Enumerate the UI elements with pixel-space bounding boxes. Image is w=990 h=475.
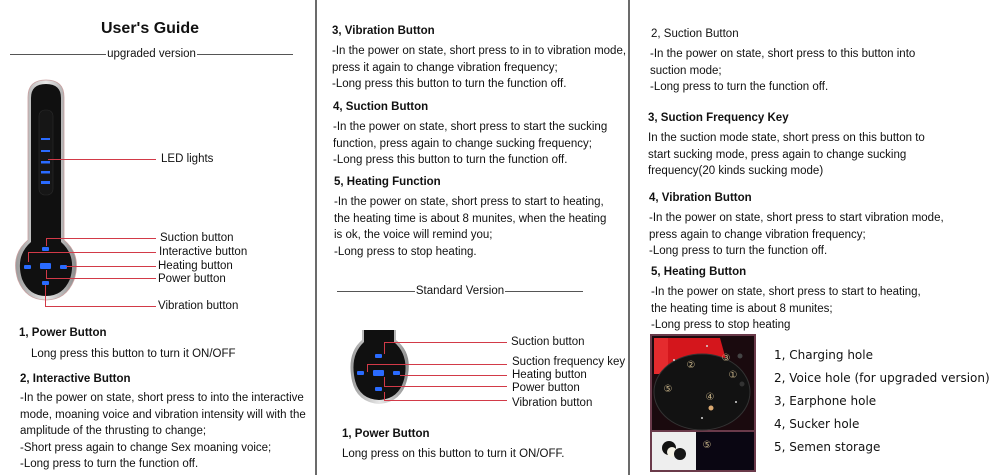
vibration-key-icon	[375, 387, 382, 391]
heading-power-button: 1, Power Button	[19, 327, 107, 339]
heading-interactive-button: 2, Interactive Button	[20, 373, 131, 385]
text-suction-button-standard: -In the power on state, short press to this button into suction mode; -Long press to turn the function off.	[650, 48, 916, 93]
leader-power	[46, 278, 156, 279]
marker-5: ⑤	[663, 384, 673, 395]
heading-suction-frequency-key: 3, Suction Frequency Key	[648, 112, 789, 124]
section-divider-upgraded	[10, 48, 293, 60]
text-suction-button: -In the power on state, short press to start the sucking function, press again to change sucking frequency; -Long press this button to turn the function off.	[333, 121, 608, 166]
leader-suction-freq-v	[367, 364, 368, 372]
power-key-icon	[373, 370, 384, 376]
label-suction-button: Suction button	[160, 232, 234, 244]
label-power-button: Power button	[512, 382, 580, 394]
suction-frequency-key-icon	[357, 371, 364, 375]
marker-3: ③	[721, 353, 731, 364]
heating-key-icon	[393, 371, 400, 375]
suction-key-icon	[375, 354, 382, 358]
label-suction-button: Suction button	[511, 336, 585, 348]
marker-5-storage: ⑤	[702, 440, 712, 451]
label-interactive-button: Interactive button	[159, 246, 248, 258]
text-heating-button-standard: -In the power on state, short press to start to heating, the heating time is about 8 munites; -Long press to stop heating	[651, 286, 921, 331]
leader-interactive	[28, 252, 156, 253]
text-heating-function: -In the power on state, short press to start to heating, the heating time is about 8 munites, when the heating is ok, the voice will remind you; -Long press to stop heating.	[334, 196, 607, 258]
heading-suction-button-standard: 2, Suction Button	[651, 28, 739, 40]
label-heating-button: Heating button	[512, 369, 587, 381]
text-vibration-button-standard: -In the power on state, short press to start vibration mode, press again to change vibration frequency; -Long press to turn the function off.	[649, 212, 944, 257]
section-label: upgraded version	[107, 48, 196, 60]
upgraded-device-illustration	[10, 75, 90, 305]
marker-4: ④	[705, 392, 715, 403]
column-divider	[628, 0, 630, 475]
page-title: User's Guide	[100, 20, 200, 37]
text-suction-frequency-key: In the suction mode state, short press on this button to start sucking mode, press again to change sucking frequency(20 kinds sucking mode)	[648, 132, 925, 177]
leader-vibration	[384, 400, 507, 401]
column-divider	[315, 0, 317, 475]
leader-suction-v	[46, 238, 47, 246]
leader-power-v	[46, 270, 47, 278]
heading-suction-button: 4, Suction Button	[333, 101, 429, 113]
heading-power-button-standard: 1, Power Button	[342, 428, 430, 440]
leader-heating	[66, 266, 156, 267]
hole-item-earphone: 3, Earphone hole	[774, 394, 877, 408]
device-bottom-photo	[650, 334, 756, 472]
leader-suction-v	[384, 342, 385, 354]
hole-item-charging: 1, Charging hole	[774, 348, 873, 362]
leader-interactive-v	[28, 252, 29, 262]
hole-item-voice: 2, Voice hole (for upgraded version)	[774, 371, 990, 385]
marker-2: ②	[686, 360, 696, 371]
leader-heating	[400, 375, 507, 376]
rule-line	[505, 291, 583, 292]
leader-suction	[384, 342, 507, 343]
interactive-key-icon	[24, 265, 31, 269]
text-interactive-button: -In the power on state, short press to into the interactive mode, moaning voice and vibration intensity will with the amplitude of the thrusting to change; -Short press again to change Sex moaning voice; -Long press to turn the function off.	[20, 392, 306, 470]
hole-legend	[774, 344, 990, 459]
power-key-icon	[40, 263, 51, 269]
leader-suction	[46, 238, 156, 239]
text-power-button: Long press this button to turn it ON/OFF	[31, 348, 236, 360]
leader-vibration-v	[45, 285, 46, 306]
hole-item-semen-storage: 5, Semen storage	[774, 440, 881, 454]
suction-key-icon	[42, 247, 49, 251]
rule-line	[197, 54, 293, 55]
leader-suction-freq	[367, 364, 507, 365]
label-suction-frequency-key: Suction frequency key	[512, 356, 626, 368]
leader-led	[48, 159, 156, 160]
rule-line	[337, 291, 415, 292]
rule-line	[10, 54, 106, 55]
label-led-lights: LED lights	[161, 153, 214, 165]
text-vibration-button: -In the power on state, short press to in to vibration mode, press it again to change vibration frequency; -Long press this button to turn the function off.	[332, 45, 627, 90]
section-divider-standard	[337, 285, 583, 297]
heading-vibration-button-standard: 4, Vibration Button	[649, 192, 752, 204]
heading-heating-function: 5, Heating Function	[334, 176, 441, 188]
marker-1: ①	[728, 370, 738, 381]
leader-power-v	[384, 377, 385, 386]
label-vibration-button: Vibration button	[512, 397, 593, 409]
heading-heating-button-standard: 5, Heating Button	[651, 266, 747, 278]
label-vibration-button: Vibration button	[158, 300, 239, 312]
section-label: Standard Version	[415, 285, 505, 297]
label-heating-button: Heating button	[158, 260, 233, 272]
hole-item-sucker: 4, Sucker hole	[774, 417, 860, 431]
leader-vibration-v	[384, 392, 385, 400]
label-power-button: Power button	[158, 273, 226, 285]
leader-vibration	[45, 306, 156, 307]
text-power-button-standard: Long press on this button to turn it ON/OFF.	[342, 448, 565, 460]
heading-vibration-button: 3, Vibration Button	[332, 25, 435, 37]
leader-power	[384, 386, 507, 387]
